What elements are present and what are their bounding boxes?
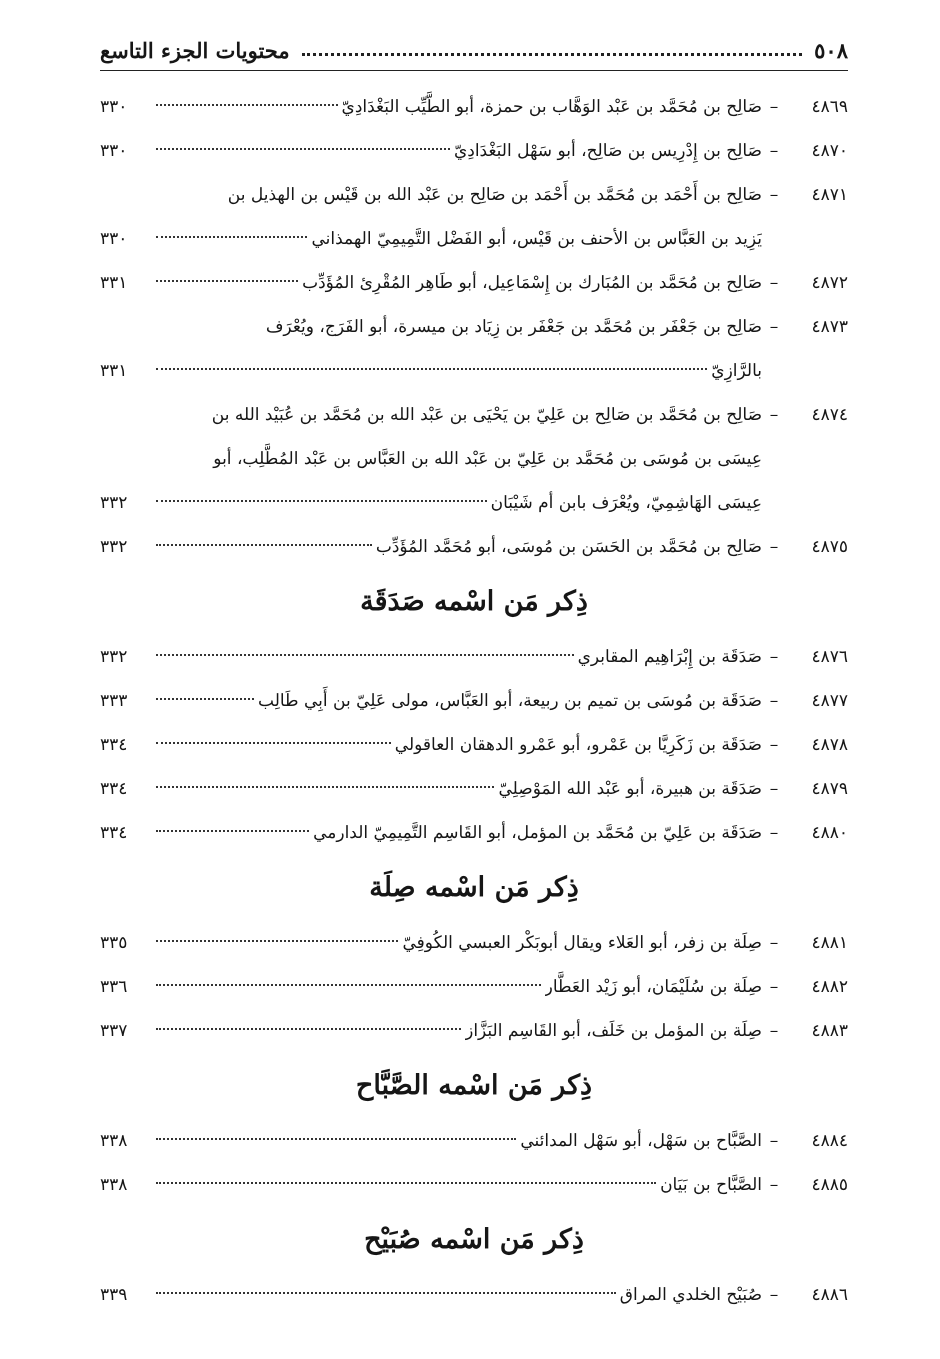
leader-dots — [156, 500, 487, 502]
entry-dash: – — [769, 977, 779, 997]
entry-dash: – — [769, 1285, 779, 1305]
leader-dots — [156, 1292, 616, 1294]
entry-dash: – — [769, 317, 779, 337]
entry-name-line-1: صَالِح بن أَحْمَد بن مُحَمَّد بن أَحْمَد بن صَالِح بن عَبْد الله بن قَيْس بن الهذيل بن — [227, 185, 762, 205]
entry-name: صَدَقَة بن هبيرة، أبو عَبْد الله المَوْصِلِيّ — [498, 779, 762, 799]
leader-dots — [156, 544, 372, 546]
entry-number: ٤٨٧٢ — [811, 273, 848, 293]
entry-page: ٣٣٠ — [100, 141, 128, 161]
leader-dots — [156, 654, 574, 656]
entry-number: ٤٨٦٩ — [811, 97, 848, 117]
entry-name: صِلَة بن سُلَيْمَان، أبو زَيْد العَطَّار — [544, 977, 762, 997]
entry-name: الصَّبَّاح بن سَهْل، أبو سَهْل المدائني — [520, 1131, 762, 1151]
entry-number: ٤٨٨٢ — [811, 977, 848, 997]
entry-dash: – — [769, 647, 779, 667]
entry-dash: – — [769, 141, 779, 161]
entry-line — [100, 217, 848, 261]
entry-page: ٣٣٢ — [100, 647, 128, 667]
entry-line — [100, 305, 848, 349]
toc-entry — [100, 1009, 848, 1053]
toc-entry — [100, 1273, 848, 1317]
entry-name: صَالِح بن مُحَمَّد بن الحَسَن بن مُوسَى، أبو مُحَمَّد المُؤَدِّب — [375, 537, 762, 557]
entry-dash: – — [769, 537, 779, 557]
entry-page: ٣٣٦ — [100, 977, 128, 997]
leader-dots — [156, 148, 450, 150]
entry-number: ٤٨٧٨ — [811, 735, 848, 755]
page-header — [100, 30, 848, 71]
leader-dots — [156, 984, 541, 986]
entry-name-line-1: صَالِح بن مُحَمَّد بن صَالِح بن عَلِيّ بن يَحْيَى بن عَبْد الله بن مُحَمَّد بن عُبَيْد الله بن — [211, 405, 762, 425]
entry-name-line-3: عِيسَى الهَاشِمِيّ، ويُعْرَف بابن أم شَيْبَان — [490, 493, 762, 513]
entry-page: ٣٣٠ — [100, 229, 128, 249]
section-heading: ذِكر مَن اسْمه صِلَة — [369, 872, 579, 903]
entry-dash: – — [769, 185, 779, 205]
toc-entry — [100, 129, 848, 173]
entry-name-line-2: بالرَّازِيّ — [711, 361, 762, 381]
toc-entry — [100, 261, 848, 305]
leader-dots — [156, 742, 391, 744]
entry-number: ٤٨٧٣ — [811, 317, 848, 337]
entry-page: ٣٣٨ — [100, 1131, 128, 1151]
entry-number: ٤٨٧٧ — [811, 691, 848, 711]
entry-number: ٤٨٧٩ — [811, 779, 848, 799]
entry-number: ٤٨٨٤ — [811, 1131, 848, 1151]
entry-number: ٤٨٨٠ — [811, 823, 848, 843]
entry-page: ٣٣٧ — [100, 1021, 128, 1041]
leader-dots — [156, 236, 307, 238]
entry-name-line-2: عِيسَى بن مُوسَى بن مُحَمَّد بن عَلِيّ بن عَبْد الله بن العَبَّاس بن عَبْد المُطَّلِب، أبو — [213, 449, 762, 469]
entry-line — [100, 173, 848, 217]
entry-dash: – — [769, 735, 779, 755]
entry-dash: – — [769, 823, 779, 843]
entry-name-line-1: صَالِح بن جَعْفَر بن مُحَمَّد بن جَعْفَر بن زِيَاد بن ميسرة، أبو الفَرَج، ويُعْرَف — [265, 317, 762, 337]
entry-dash: – — [769, 97, 779, 117]
entry-line — [100, 437, 848, 481]
header-title: محتويات الجزء التاسع — [100, 37, 290, 63]
leader-dots — [156, 1028, 461, 1030]
entry-name-line-2: يَزِيد بن العَبَّاس بن الأحنف بن قَيْس، أبو الفَضْل التَّمِيمِيّ الهمذاني — [311, 229, 762, 249]
section-heading: ذِكر مَن اسْمه صُبَيْح — [364, 1224, 584, 1255]
toc-entry — [100, 635, 848, 679]
leader-dots — [156, 830, 309, 832]
entry-number: ٤٨٨١ — [811, 933, 848, 953]
entry-page: ٣٣١ — [100, 273, 128, 293]
entry-page: ٣٣٢ — [100, 493, 128, 513]
entry-number: ٤٨٧١ — [811, 185, 848, 205]
page-number: ٥٠٨ — [814, 37, 848, 63]
toc-entry — [100, 811, 848, 855]
entry-page: ٣٣٤ — [100, 735, 128, 755]
leader-dots — [156, 1138, 516, 1140]
leader-dots — [156, 280, 298, 282]
entry-name: صَالِح بن مُحَمَّد بن عَبْد الوَهَّاب بن حمزة، أبو الطَّيِّب البَغْدَادِيّ — [341, 97, 762, 117]
toc-entry-multiline — [100, 173, 848, 261]
entry-dash: – — [769, 1175, 779, 1195]
entry-line — [100, 393, 848, 437]
toc-entry — [100, 679, 848, 723]
entry-number: ٤٨٧٦ — [811, 647, 848, 667]
entry-name: صَالِح بن مُحَمَّد بن المُبَارك بن إِسْمَاعِيل، أبو طَاهِر المُقْرِئ المُؤَدِّب — [302, 273, 762, 293]
entry-name: صِلَة بن المؤمل بن خَلَف، أبو القَاسِم البَزَّاز — [465, 1021, 762, 1041]
entry-dash: – — [769, 1131, 779, 1151]
entry-number: ٤٨٨٥ — [811, 1175, 848, 1195]
toc-entry-multiline — [100, 393, 848, 525]
leader-dots — [156, 698, 254, 700]
entry-name: صَدَقَة بن زَكَرِيَّا بن عَمْرو، أبو عَمْرو الدهقان العاقولي — [394, 735, 762, 755]
toc-entry-multiline — [100, 305, 848, 393]
entry-number: ٤٨٨٦ — [811, 1285, 848, 1305]
header-leader-dots — [302, 53, 803, 56]
entry-page: ٣٣٢ — [100, 537, 128, 557]
entry-name: صَدَقَة بن مُوسَى بن تميم بن ربيعة، أبو العَبَّاس، مولى عَلِيّ بن أَبِي طَالِب — [258, 691, 762, 711]
entry-page: ٣٣٠ — [100, 97, 128, 117]
toc-entry — [100, 85, 848, 129]
leader-dots — [156, 368, 707, 370]
toc-entry — [100, 965, 848, 1009]
entry-name: صَالِح بن إِدْرِيس بن صَالِح، أبو سَهْل البَغْدَادِيّ — [453, 141, 762, 161]
toc-entry — [100, 1163, 848, 1207]
entry-dash: – — [769, 273, 779, 293]
toc-entry — [100, 1119, 848, 1163]
entry-dash: – — [769, 405, 779, 425]
toc-entry — [100, 525, 848, 569]
toc-entry — [100, 723, 848, 767]
entry-line — [100, 481, 848, 525]
entry-dash: – — [769, 779, 779, 799]
entry-name: صُبَيْح الخلدي المراق — [619, 1285, 762, 1305]
entry-name: صِلَة بن زفر، أبو العَلاء ويقال أبوبَكْر العبسي الكُوفِيّ — [402, 933, 762, 953]
entry-name: صَدَقَة بن عَلِيّ بن مُحَمَّد بن المؤمل، أبو القَاسِم التَّمِيمِيّ الدارمي — [313, 823, 762, 843]
section-heading: ذِكر مَن اسْمه الصَّبَّاح — [355, 1070, 593, 1101]
entry-page: ٣٣٩ — [100, 1285, 128, 1305]
entry-page: ٣٣٤ — [100, 823, 128, 843]
entry-page: ٣٣٥ — [100, 933, 128, 953]
entry-number: ٤٨٨٣ — [811, 1021, 848, 1041]
entry-dash: – — [769, 691, 779, 711]
entry-page: ٣٣٤ — [100, 779, 128, 799]
entry-line — [100, 349, 848, 393]
entry-page: ٣٣٨ — [100, 1175, 128, 1195]
entry-name: الصَّبَّاح بن بَيَان — [660, 1175, 762, 1195]
leader-dots — [156, 104, 338, 106]
toc-entry — [100, 767, 848, 811]
entry-page: ٣٣٣ — [100, 691, 128, 711]
toc-entry — [100, 921, 848, 965]
entry-number: ٤٨٧٤ — [811, 405, 848, 425]
leader-dots — [156, 1182, 656, 1184]
entry-dash: – — [769, 933, 779, 953]
entry-page: ٣٣١ — [100, 361, 128, 381]
entry-dash: – — [769, 1021, 779, 1041]
entry-number: ٤٨٧٠ — [811, 141, 848, 161]
entry-name: صَدَقَة بن إِبْرَاهِيم المقابري — [577, 647, 762, 667]
section-heading: ذِكر مَن اسْمه صَدَقَة — [360, 586, 588, 617]
leader-dots — [156, 940, 398, 942]
leader-dots — [156, 786, 494, 788]
entry-number: ٤٨٧٥ — [811, 537, 848, 557]
